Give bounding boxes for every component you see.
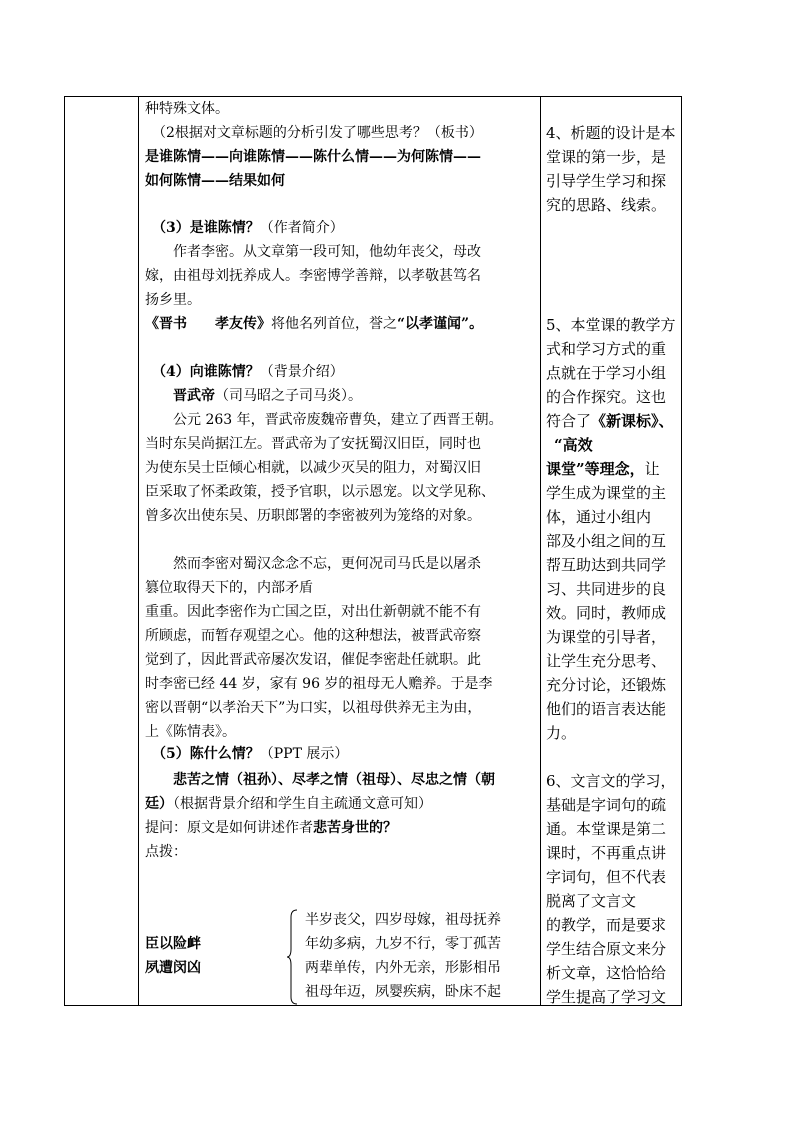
section-heading [152,217,344,239]
text-line [173,385,362,407]
note-line: 他们的语言表达能 [546,700,667,718]
book-title: 《晋书 孝友传》 [145,316,271,332]
note-line: 堂课的第一步，是 [546,148,667,166]
summary-point: 祖母年迈，夙婴疾病，卧床不起 [305,984,501,1000]
text-line-bold: 悲苦之情（祖孙）、尽孝之情（祖母）、尽忠之情（朝 [173,772,495,788]
text-line: 作者李密。从文章第一段可知，他幼年丧父，母改 [173,244,481,260]
note-line: 学生成为课堂的主 [546,484,667,502]
note-line-bold: “高效 [554,436,593,454]
text-line: 扬乡里。 [145,292,201,308]
text-line: 篡位取得天下的，内部矛盾 [145,580,313,596]
text-line-bold: 如何陈情——结果如何 [145,173,285,189]
text-line: 然而李密对蜀汉念念不忘，更何况司马氏是以屠杀 [173,556,481,572]
note-line: 部及小组之间的互 [546,532,667,550]
note-line [546,457,660,481]
note-line: 帮互助达到共同学 [546,556,667,574]
column-divider-right [540,97,541,1005]
text-line: 曾多次出使东吴、历职郎署的李密被列为笼络的对象。 [145,508,481,524]
heading-bold: （5）陈什么情？ [152,746,260,762]
summary-point: 两辈单传，内外无亲，形影相吊 [305,960,501,976]
inline-bold: 悲苦身世的？ [313,820,397,836]
note-line: 引导学生学习和探 [546,172,667,190]
heading-note: （背景介绍） [259,364,344,380]
text-line: 公元 263 年，晋武帝废魏帝曹奂，建立了西晋王朝。 [173,412,503,428]
note-line: 析文章，这恰恰给 [546,964,667,982]
note-line: 式和学习方式的重 [546,340,667,358]
summary-label: 臣以险衅 [145,936,201,952]
note-line: 体，通过小组内 [546,508,652,526]
note-line: 4、析题的设计是本 [546,124,676,142]
text-line: 重重。因此李密作为亡国之臣，对出仕新朝就不能不有 [145,604,481,620]
inline-bold: 《新课标》、 [591,412,674,430]
heading-note: （作者简介） [259,220,344,236]
note-line: 6、文言文的学习， [546,772,676,790]
note-line: 习、共同进步的良 [546,580,667,598]
text-line: 上《陈情表》。 [145,724,236,740]
note-line: 脱离了文言文 [546,892,637,910]
text-line: 当时东吴尚据江左。晋武帝为了安抚蜀汉旧臣，同时也 [145,436,481,452]
text-line: 嫁，由祖母刘抚养成人。李密博学善辩，以孝敬甚笃名 [145,268,481,284]
text-line [145,817,397,839]
section-heading [152,361,344,383]
note-line: 为课堂的引导者， [546,628,667,646]
summary-label: 夙遭闵凶 [145,960,201,976]
text-line [145,313,483,335]
text-line: 密以晋朝“以孝治天下”为口实，以祖母供养无主为由， [145,700,482,716]
note-line: 究的思路、线索。 [546,196,667,214]
inline-bold: 课堂”等理念， [546,460,645,478]
inline-bold: 廷） [145,796,173,812]
section-heading [152,743,348,765]
column-divider-left [138,97,139,1005]
note-line [546,409,674,433]
curly-brace-icon [286,909,298,1005]
summary-point: 年幼多病，九岁不行，零丁孤苦 [305,936,501,952]
text-line: 所顾虑，而暂存观望之心。他的这种想法，被晋武帝察 [145,628,481,644]
text-line: 时李密已经 44 岁，家有 96 岁的祖母无人赡养。于是李 [145,676,493,692]
note-line: 点就在于学习小组 [546,364,667,382]
inline-text: 让 [644,460,660,478]
note-line: 学生结合原文来分 [546,940,667,958]
inline-text: （司马昭之子司马炎）。 [215,388,362,404]
note-line: 课时，不再重点讲 [546,844,667,862]
text-line: 为使东吴士臣倾心相就，以减少灭吴的阻力，对蜀汉旧 [145,460,481,476]
summary-point: 半岁丧父，四岁母嫁，祖母抚养 [305,912,501,928]
note-line: 力。 [546,724,577,742]
note-line: 的合作探究。这也 [546,388,667,406]
inline-text: 将他名列首位，誉之 [271,316,397,332]
lesson-table [64,96,682,1006]
text-line: 臣采取了怀柔政策，授予官职，以示恩宠。以文学见称、 [145,484,495,500]
note-line: 学生提高了学习文 [546,988,667,1006]
note-line: 充分讨论，还锻炼 [546,676,667,694]
note-line: 通。本堂课是第二 [546,820,667,838]
heading-bold: （3）是谁陈情？ [152,220,260,236]
inline-text: 提问：原文是如何讲述作者 [145,820,313,836]
note-line: 效。同时，教师成 [546,604,667,622]
heading-bold: （4）向谁陈情？ [152,364,260,380]
note-line: 5、本堂课的教学方 [546,316,676,334]
text-line: 种特殊文体。 [145,101,229,117]
note-line: 让学生充分思考、 [546,652,667,670]
text-line: （2根据对文章标题的分析引发了哪些思考？（板书） [152,125,483,141]
heading-note: （PPT 展示） [259,746,349,762]
quote-bold: “以孝谨闻”。 [397,316,484,332]
text-line [145,793,432,815]
emperor-name: 晋武帝 [173,388,215,404]
note-line: 的教学，而是要求 [546,916,667,934]
note-line: 基础是字词句的疏 [546,796,667,814]
note-line: 字词句，但不代表 [546,868,667,886]
inline-text: 符合了 [546,412,592,430]
text-line-bold: 是谁陈情——向谁陈情——陈什么情——为何陈情—— [145,149,481,165]
text-line: 点拨： [145,844,187,860]
text-line: 觉到了，因此晋武帝屡次发诏，催促李密赴任就职。此 [145,652,481,668]
inline-text: （根据背景介绍和学生自主疏通文意可知） [173,796,432,812]
